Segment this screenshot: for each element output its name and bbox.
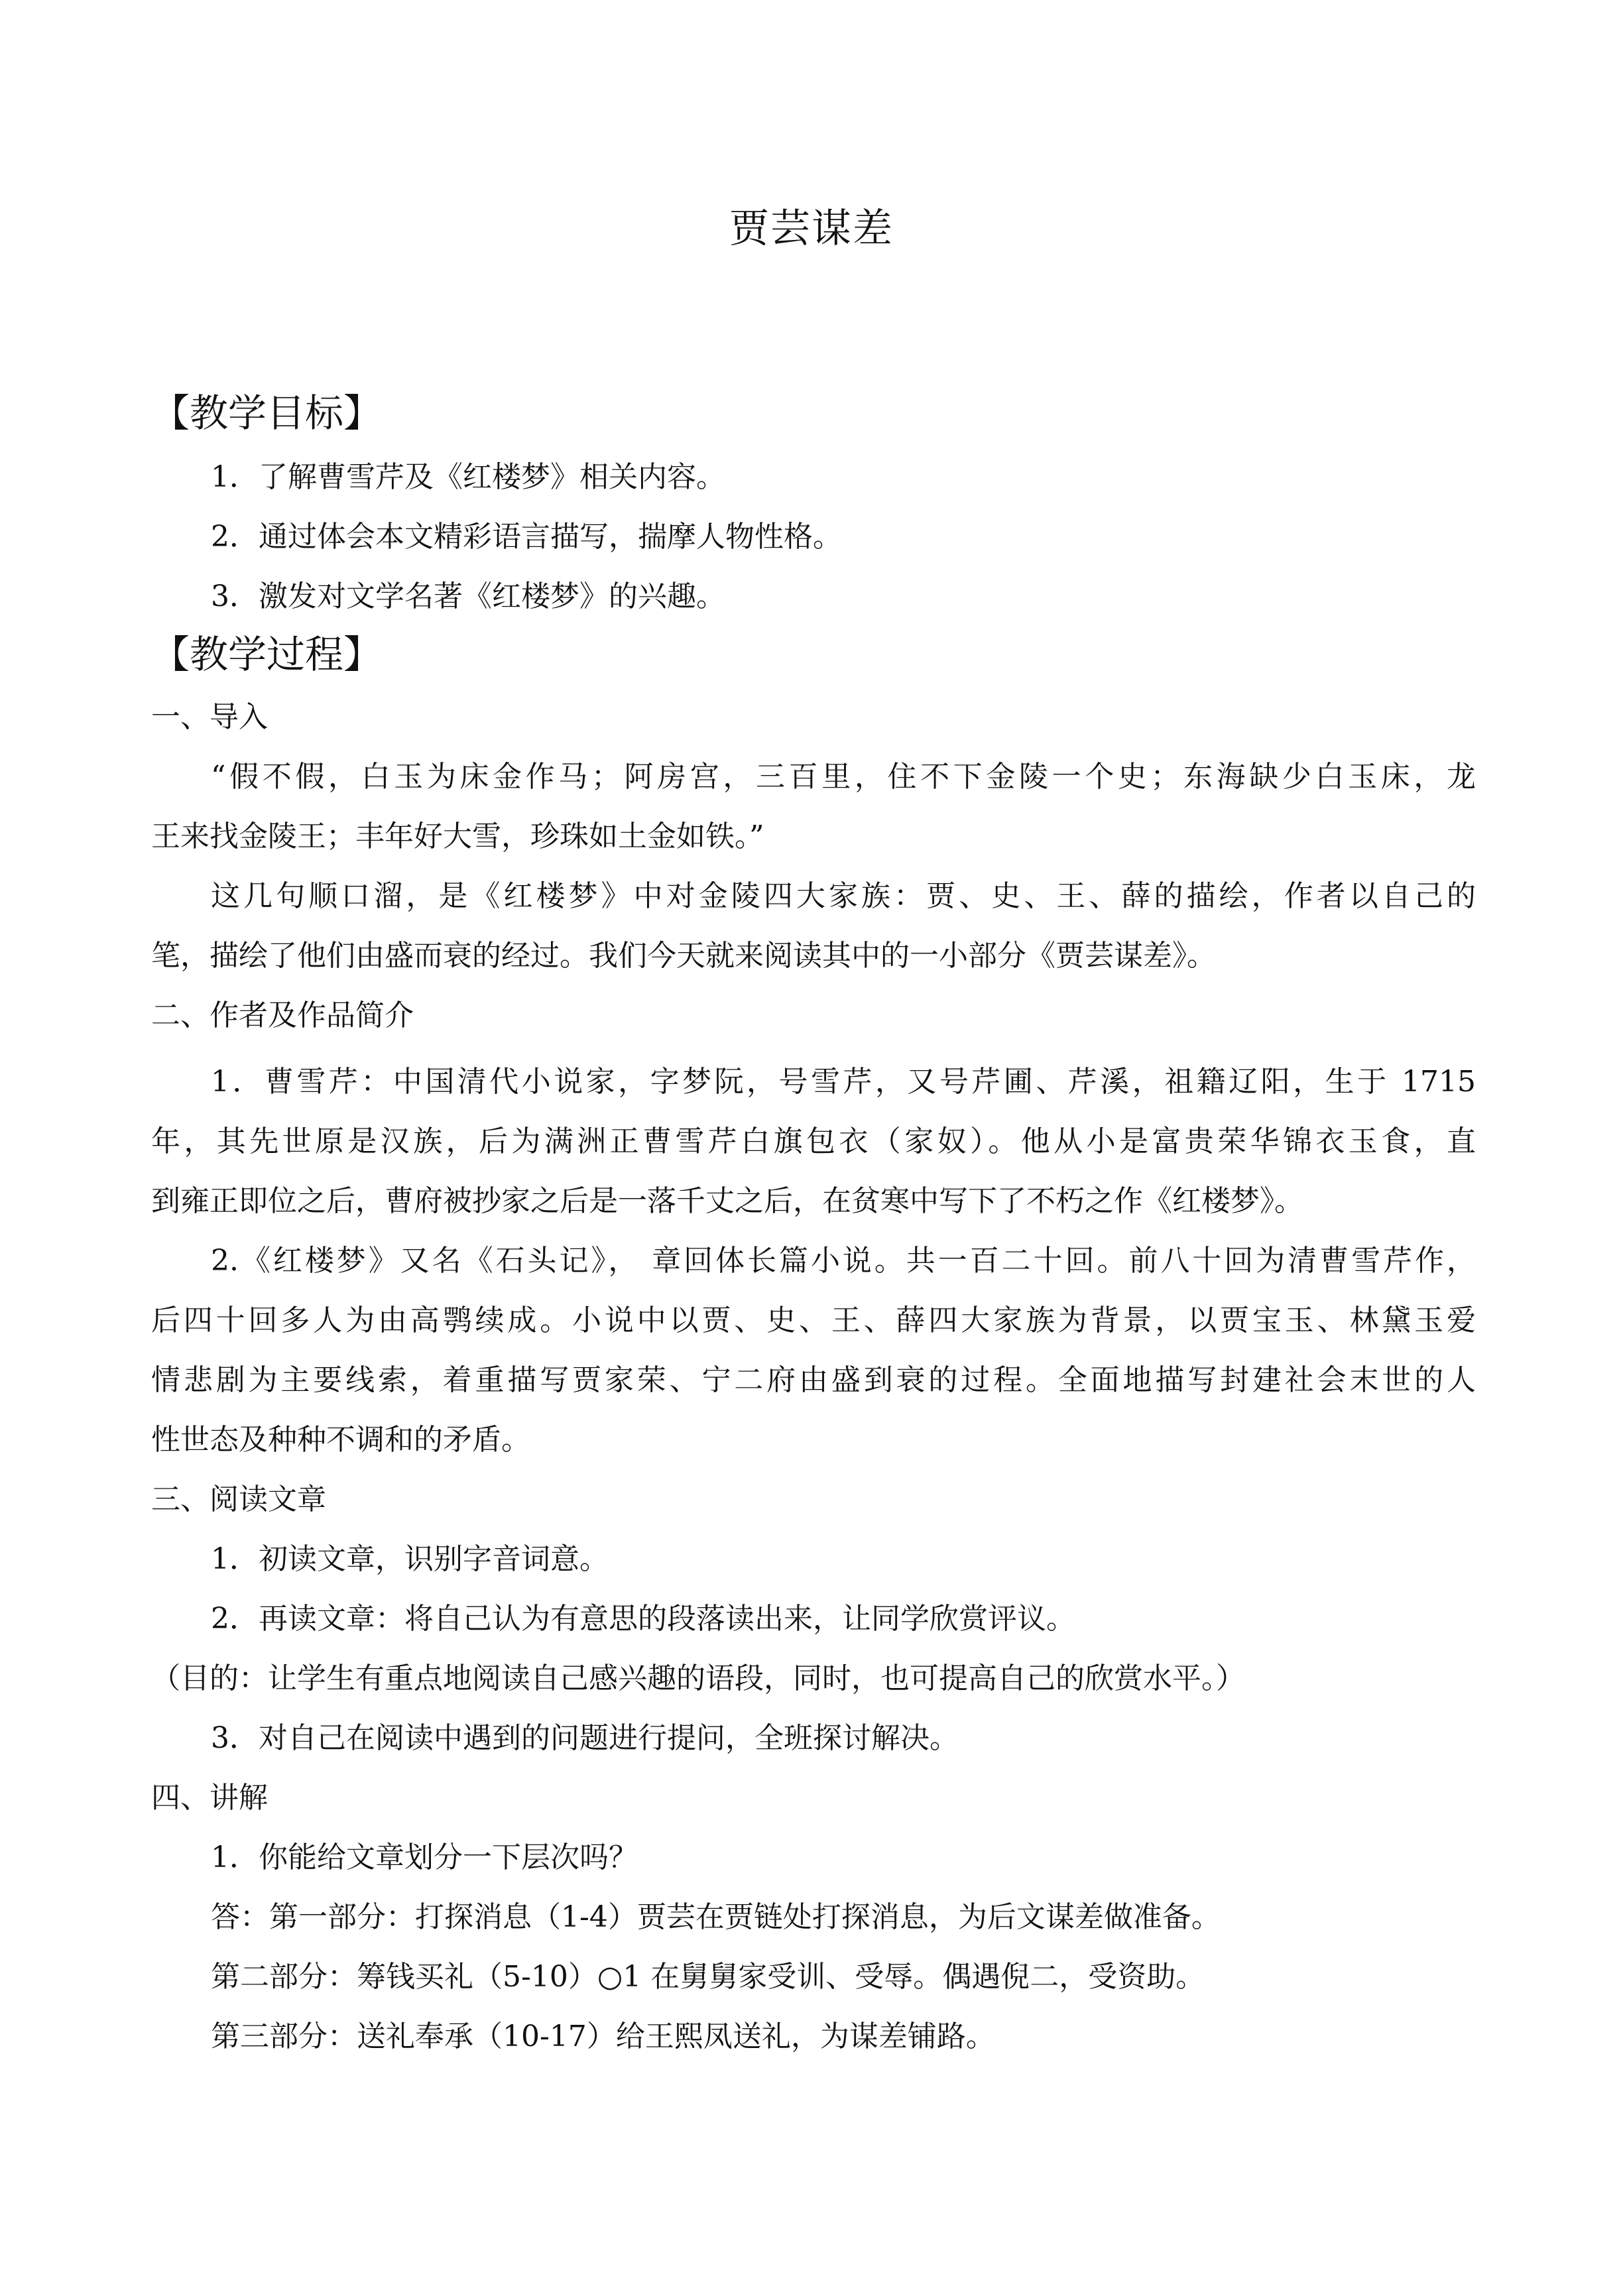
- process-heading: 【教学过程】: [151, 632, 383, 677]
- paragraph-line: 2．再读文章：将自己认为有意思的段落读出来，让同学欣赏评议。: [211, 1602, 1075, 1636]
- paragraph-line: 情悲剧为主要线索，着重描写贾家荣、宁二府由盛到衰的过程。全面地描写封建社会末世的人: [151, 1363, 1476, 1397]
- paragraph-line: 1．初读文章，识别字音词意。: [211, 1542, 609, 1576]
- section-title-intro: 一、导入: [151, 700, 268, 734]
- objective-item: 1．了解曹雪芹及《红楼梦》相关内容。: [211, 460, 725, 494]
- paragraph-line: “假不假，白玉为床金作马；阿房宫，三百里，住不下金陵一个史；东海缺少白玉床，龙: [211, 760, 1476, 794]
- section-title-reading: 三、阅读文章: [151, 1482, 326, 1516]
- paragraph-line: （目的：让学生有重点地阅读自己感兴趣的语段，同时，也可提高自己的欣赏水平。）: [151, 1662, 1245, 1695]
- objective-item: 3．激发对文学名著《红楼梦》的兴趣。: [211, 579, 725, 613]
- paragraph-line: 2.《红楼梦》又名《石头记》， 章回体长篇小说。共一百二十回。前八十回为清曹雪芹作，: [211, 1244, 1476, 1278]
- paragraph-line: 1．你能给文章划分一下层次吗？: [211, 1841, 638, 1874]
- paragraph-line: 第二部分：筹钱买礼（5-10）○1 在舅舅家受训、受辱。偶遇倪二，受资助。: [211, 1960, 1205, 1994]
- objective-item: 2．通过体会本文精彩语言描写，揣摩人物性格。: [211, 520, 842, 554]
- paragraph-line: 这几句顺口溜，是《红楼梦》中对金陵四大家族：贾、史、王、薛的描绘，作者以自己的: [211, 879, 1476, 913]
- section-title-explain: 四、讲解: [151, 1781, 268, 1815]
- paragraph-line: 后四十回多人为由高鹗续成。小说中以贾、史、王、薛四大家族为背景，以贾宝玉、林黛玉爱: [151, 1303, 1476, 1337]
- paragraph-line: 王来找金陵王；丰年好大雪，珍珠如土金如铁。”: [151, 819, 764, 853]
- paragraph-line: 性世态及种种不调和的矛盾。: [151, 1423, 530, 1457]
- paragraph-line: 1．曹雪芹：中国清代小说家，字梦阮，号雪芹，又号芹圃、芹溪，祖籍辽阳，生于 1715: [211, 1065, 1476, 1099]
- paragraph-line: 3．对自己在阅读中遇到的问题进行提问，全班探讨解决。: [211, 1721, 959, 1755]
- paragraph-line: 到雍正即位之后，曹府被抄家之后是一落千丈之后，在贫寒中写下了不朽之作《红楼梦》。: [151, 1184, 1303, 1218]
- paragraph-line: 年，其先世原是汉族，后为满洲正曹雪芹白旗包衣（家奴）。他从小是富贵荣华锦衣玉食，直: [151, 1124, 1476, 1158]
- paragraph-line: 答：第一部分：打探消息（1-4）贾芸在贾链处打探消息，为后文谋差做准备。: [211, 1900, 1221, 1934]
- section-title-author: 二、作者及作品简介: [151, 998, 414, 1032]
- paragraph-line: 第三部分：送礼奉承（10-17）给王熙凤送礼，为谋差铺路。: [211, 2020, 995, 2053]
- document-title: 贾芸谋差: [729, 206, 894, 252]
- paragraph-line: 笔，描绘了他们由盛而衰的经过。我们今天就来阅读其中的一小部分《贾芸谋差》。: [151, 939, 1216, 973]
- objectives-heading: 【教学目标】: [151, 391, 383, 436]
